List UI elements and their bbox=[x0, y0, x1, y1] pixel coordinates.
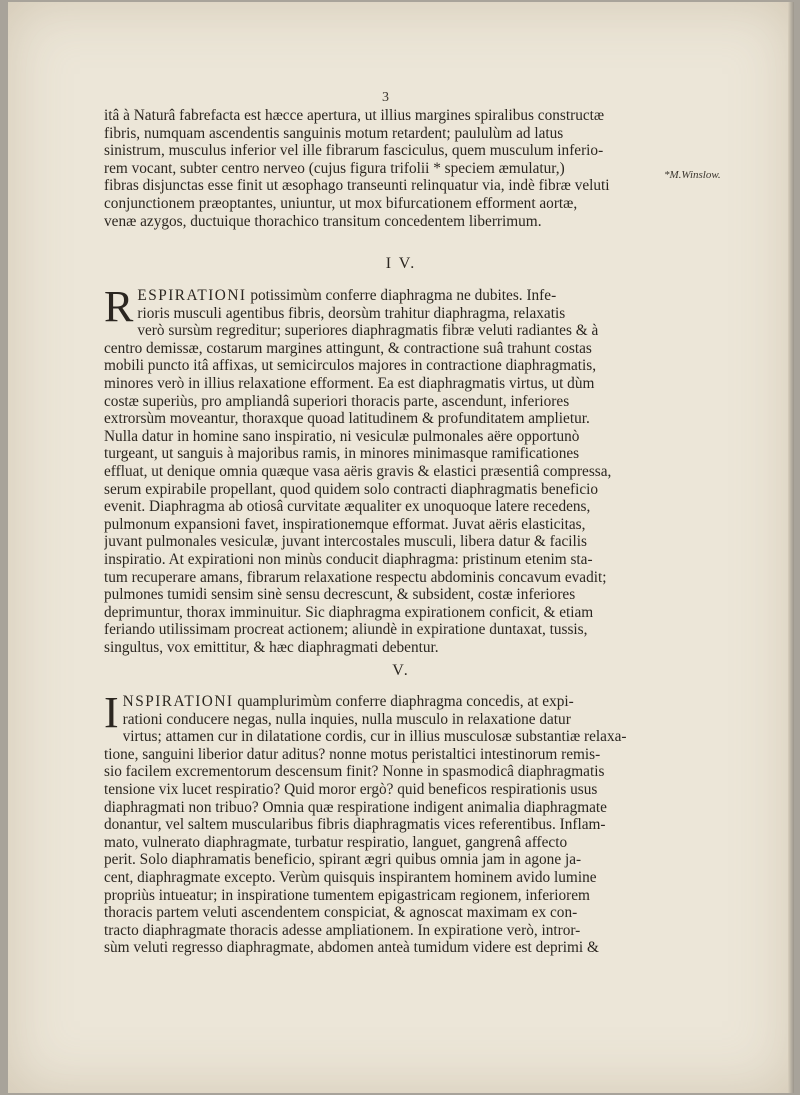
drop-cap: I bbox=[104, 688, 119, 737]
text-line: sinistrum, musculus inferior vel ille fibrarum fasciculus, quem musculum inferio- bbox=[104, 142, 604, 160]
text-line: itâ à Naturâ fabrefacta est hæcce apertura, ut illius margines spiralibus constructæ bbox=[104, 107, 605, 124]
drop-cap: R bbox=[104, 282, 134, 331]
text-line: cent, diaphragmate excepto. Verùm quisquis inspirantem hominem avido lumine bbox=[104, 868, 597, 886]
text-line: deprimuntur, thorax imminuitur. Sic diaphragma expirationem conficit, & etiam bbox=[104, 603, 594, 621]
text-line: verò sursùm regreditur; superiores diaphragmatis fibræ veluti radiantes & à bbox=[137, 322, 599, 340]
text-line: mobili puncto itâ affixas, ut semicirculos majores in contractione diaphragmatis, bbox=[104, 357, 597, 375]
text-line: tione, sanguini liberior datur aditus? nonne motus peristaltici intestinorum remis- bbox=[104, 745, 601, 763]
text-line: virtus; attamen cur in dilatatione cordis, cur in illius musculosæ substantiæ relaxa- bbox=[122, 728, 627, 746]
text-line: rioris musculi agentibus fibris, deorsùm trahitur diaphragma, relaxatis bbox=[137, 304, 566, 322]
text-line: conjunctionem præoptantes, uniuntur, ut mox bifurcationem efforment aortæ, bbox=[104, 194, 578, 212]
opening-word: ESPIRATIONI bbox=[137, 287, 247, 304]
margin-note: *M.Winslow. bbox=[664, 169, 721, 181]
text-line: extrorsùm moveantur, thoraxque quoad latitudinem & profunditatem amplietur. bbox=[104, 410, 590, 428]
text-line: rationi conducere negas, nulla inquies, nulla musculo in relaxatione datur bbox=[122, 710, 571, 728]
text-line: singultus, vox emittitur, & hæc diaphragmati debentur. bbox=[104, 638, 439, 656]
text-line: costæ superiùs, pro ampliandâ superiori thoracis parte, ascendunt, inferiores bbox=[104, 392, 570, 410]
text-line: tracto diaphragmate thoracis adesse ampliationem. In expiratione verò, intror- bbox=[104, 921, 581, 939]
text-line: mato, vulnerato diaphragmate, turbatur respiratio, languet, gangrenâ affecto bbox=[104, 833, 568, 851]
page-number: 3 bbox=[382, 90, 389, 105]
text-line: fibris, numquam ascendentis sanguinis motum retardent; paululùm ad latus bbox=[104, 124, 564, 142]
section-heading-v: V. bbox=[392, 662, 410, 679]
paragraph-respiration bbox=[104, 282, 652, 656]
text-line: turgeant, ut sanguis à majoribus ramis, in minores minimasque ramificationes bbox=[104, 445, 580, 463]
text-line: fibras disjunctas esse finit ut æsophago transeunti relinquatur via, indè fibræ veluti bbox=[104, 177, 610, 195]
book-page bbox=[8, 2, 794, 1093]
text-line: tum recuperare amans, fibrarum relaxatione respectu abdominis concavum evadit; bbox=[104, 568, 607, 586]
text-line: pulmonum expansioni favet, inspirationemque efformat. Juvat aëris elasticitas, bbox=[104, 515, 586, 533]
text-line: thoracis partem veluti ascendentem conspiciat, & agnoscat maximam ex con- bbox=[104, 904, 578, 922]
opening-word: NSPIRATIONI bbox=[122, 693, 234, 710]
section-heading-iv: I V. bbox=[385, 255, 417, 272]
text-line: donantur, vel saltem muscularibus fibris diaphragmatis vices referentibus. Inflam- bbox=[104, 816, 606, 834]
text-line: evenit. Diaphragma ab otiosâ curvitate æqualiter ex unoquoque latere recedens, bbox=[104, 498, 591, 516]
text-line: centro demissæ, costarum margines attingunt, & contractione suâ trahunt costas bbox=[104, 339, 592, 357]
text-line: sùm veluti regresso diaphragmate, abdomen anteà tumidum videre est deprimi & bbox=[104, 939, 599, 957]
text-line: perit. Solo diaphramatis beneficio, spirant ægri quibus omnia jam in agone ja- bbox=[104, 851, 582, 869]
text-line: inspiratio. At expirationi non minùs conducit diaphragma: pristinum etenim sta- bbox=[104, 550, 593, 568]
text-line: tensione vix lucet respiratio? Quid moror ergò? quid beneficos respirationis usus bbox=[104, 780, 598, 798]
text-line: diaphragmati non tribuo? Omnia quæ respiratione indigent animalia diaphragmate bbox=[104, 798, 607, 816]
text-line: feriando utilissimam procreat actionem; aliundè in expiratione duntaxat, tussis, bbox=[104, 621, 588, 639]
text-line: quamplurimùm conferre diaphragma concedis, at expi- bbox=[233, 693, 574, 710]
text-line: Nulla datur in homine sano inspiratio, ni vesiculæ pulmonales aëre opportunò bbox=[104, 427, 580, 445]
text-line: pulmones tumidi sensim sinè sensu decrescunt, & subsident, costæ inferiores bbox=[104, 586, 576, 604]
paragraph-inspiration bbox=[104, 688, 652, 957]
text-line: serum expirabile propellant, quod quidem solo contracti diaphragmatis beneficio bbox=[104, 480, 599, 498]
text-line: sio facilem excrementorum descensum finit? Nonne in spasmodicâ diaphragmatis bbox=[104, 763, 605, 781]
text-line: rem vocant, subter centro nerveo (cujus figura trifolii * speciem æmulatur,) bbox=[104, 159, 565, 177]
text-line: minores verò in illius relaxatione efforment. Ea est diaphragmatis virtus, ut dùm bbox=[104, 374, 595, 392]
text-line: propriùs intueatur; in inspiratione tumentem epigastricam regionem, inferiorem bbox=[104, 886, 590, 904]
text-line: juvant pulmonales vesiculæ, juvant intercostales musculi, libera datur & facilis bbox=[104, 533, 588, 551]
text-line: effluat, ut denique omnia quæque vasa aëris gravis & elastici præsentiâ compressa, bbox=[104, 462, 612, 480]
paragraph-intro bbox=[104, 107, 652, 230]
page-edge bbox=[788, 2, 794, 1093]
text-line: venæ azygos, ductuique thorachico transitum concedentem liberrimum. bbox=[104, 212, 542, 230]
text-line: potissimùm conferre diaphragma ne dubites. Infe- bbox=[246, 287, 557, 304]
